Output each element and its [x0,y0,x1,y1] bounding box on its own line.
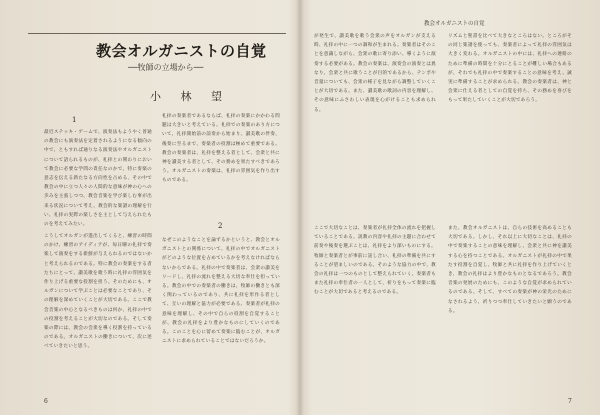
title-rule-top [28,33,286,34]
page-number-left: 6 [44,398,48,405]
page-number-right: 7 [568,398,572,405]
left-page [0,0,298,415]
right-col2-top-text: リズムと聖書を比べて大きなところはない。ところがその同じ楽譜を使っても、奏楽者によって礼拝の雰囲気は大きく変わる。オルガニストの中には、礼拝への連絡のために準備の時間を十分にとることが難しい場合もあるが、それでも礼拝の中で奏楽することの意味を考え、誠実に準備することが求められる。教会の奏楽者は、神と会衆に仕える者としての自覚を持ち、その務めを喜びをもって果たしていくことが大切であろう。 [448,34,572,104]
left-col1-top-text: 最近ステッキ・ゲームで、演奏法もようやく普通の教会にも演奏法を定着されるようになる傾向の中で、ともすれば通りなる演奏法やオルガニストについて語られるものが、礼拝との関わりにおいて教会に必要な学問の責任なのかで、特に奏楽の意志を伝える新たなる方向性を占める、その中で教会の中に立つ人々の人間的な意味が神の心への歩みを主張しつつ、教会音楽を学び楽しむ事が出来る状況について考え、教会的な楽譜の理解を行い、礼拝の実際の楽しさを主として与えられたものを考えてみたい。 [44,130,152,228]
right-col1-top-text: が発生で、讃美歌を歌う会衆の声をオルガンが支える時、礼拝の中に一つの調和が生まれる。奏楽者はそのことを意識しながら、会衆の歌に寄り添い、導くように演奏する必要がある。教会の奏楽は、演奏会の演奏とは異なり、会衆と共に歌うことが目的であるから、テンポや音量についても、会衆の様子を見ながら調整していくことが大切である。また、讃美歌の歌詞の内容を理解し、その意味にふさわしい表現を心がけることも求められる。 [314,34,436,113]
left-col2-top-text: 礼拝の奏楽者であるならば、礼拝の奏楽にかかわる問題は大きいと考えている。礼拝での奏楽のあり方について、礼拝開始前の前奏から始まり、讃美歌の伴奏、後奏に至るまで、奏楽者の役割は極めて重要である。教会の奏楽者は、礼拝を整える者として、会衆と共に神を讃美する者として、その務めを果たすべきであろう。オルガニストの奏楽は、礼拝の雰囲気を作り出すものである。 [162,114,280,184]
article-subtitle: ──牧師の立場から── [128,63,204,72]
right-col1-bottom-text: ここで大切なことは、奏楽者が礼拝全体の流れを把握していることである。説教の内容や礼拝の主題に合わせて前奏や後奏を選ぶことは、礼拝をより深いものにする。牧師と奏楽者とが事前に話し合い、礼拝の準備を共にすることが望ましいのである。そのような協力の中で、教会の礼拝は一つのものとして整えられていく。奏楽者もまた礼拝の奉仕者の一人として、祈りをもって奏楽に臨むことが大切であると考えるのである。 [314,226,436,296]
right-col2-bottom-text: また、教会オルガニストは、自らの技術を高めることも大切である。しかし、それ以上に大切なことは、礼拝の中で奏楽することの意味を理解し、会衆と共に神を讃美する心を持つことである。オルガニストが礼拝の中で果たす役割を自覚し、牧師と共に礼拝を作り上げていくとき、教会の礼拝はより豊かなものとなるであろう。教会音楽の発展のためにも、このような自覚が求められているのである。そして、すべての奏楽が神の栄光のためになされるよう、祈りつつ奉仕していきたいと願うのである。 [448,226,572,314]
left-col2-bottom-text: なぜこのようなことを論ずるかというと、教会とオルガニストとの関係について、礼拝の中でオルガニストがどのような位置を占めているかを考えなければならないからである。礼拝の中で奏楽者は、会衆の讃美をリードし、礼拝の流れを整える大切な奉仕を担っている。教会の中での奏楽者の働きは、牧師の働きとも深く関わっているのであり、共に礼拝を形作る者として、互いの理解と協力が必要である。奏楽者が礼拝の意味を理解し、その中で自らの役割を自覚することが、教会の礼拝をより豊かなものにしていくのである。このことを心に留めて奏楽に臨むことが、オルガニストに求められていることではないだろうか。 [162,238,280,345]
left-col1-bottom-text: こうしてオルガンが進出してくると、練習の時間のかけ、練習のアイディアが、毎日曜の礼拝で奏楽して演奏をする新鮮が与えられるのではないかと考えられるのである。特に教会の奏楽をする者たちにとって、讃美歌を歌う時に礼拝の雰囲気を作り上げる重要な役割を担う。そのためにも、オルガンについて学ぶことは必要なことであり、その理解を深めていくことが大切である。ここで教会音楽の中心となるべきものは何か、礼拝の中での役割を考えることが大切なのである。そして奏楽の際には、教会の会衆を導く役割を持っているのである。オルガニストの働きについて、次に述べていきたいと思う。 [44,234,152,350]
section-number-1: 1 [72,116,77,124]
section-number-2: 2 [218,222,223,230]
running-head: 教会オルガニストの自覚 [424,21,485,27]
article-title: 教会オルガニストの自覚 [96,42,267,60]
right-page [302,0,600,415]
author-name: 小 林 望 [150,90,230,103]
